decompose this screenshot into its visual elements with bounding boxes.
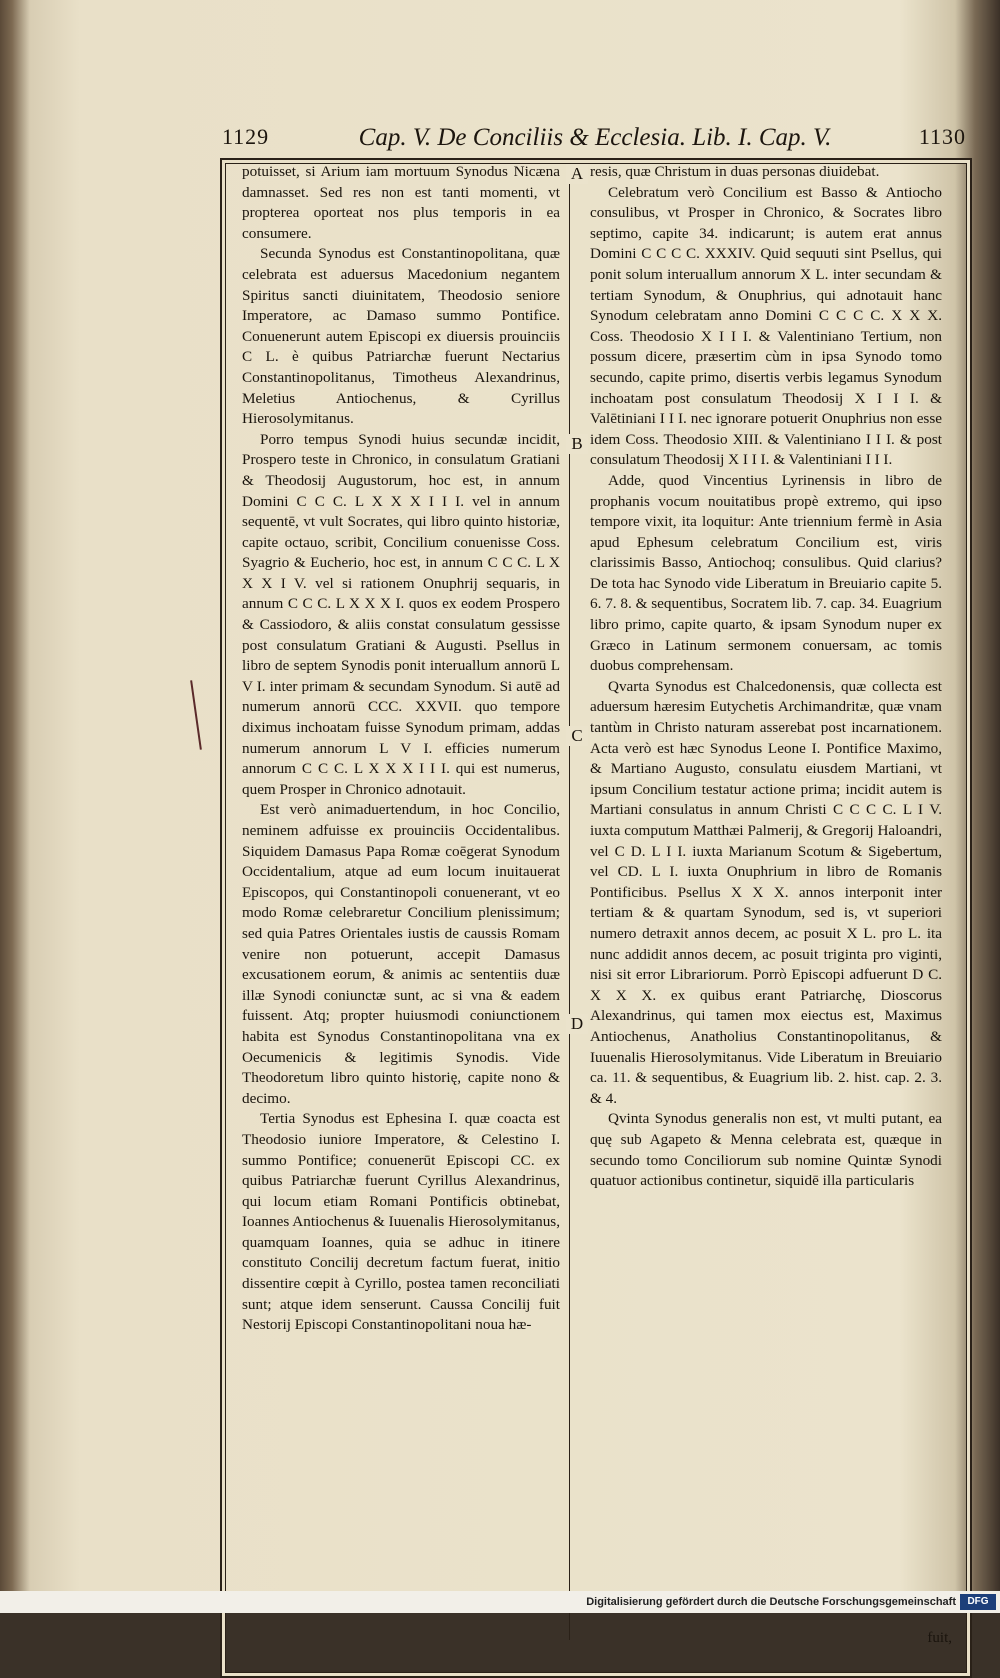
paragraph: Qvarta Synodus est Chalcedonensis, quæ collecta est aduersum hæresim Eutychetis Archimandritæ, quæ vnam tantùm in Christo naturam asserebat post incarnationem. Acta verò est hæc Synodus Leone I. Pontifice Maximo, & Martiano Augusto, consulatu eiusdem Martiani, vt ipsum Concilium testatur actione prima; incidit autem is Martiani consulatus in annum Christi C C C C. L I V. iuxta computum Matthæi Palmerij, & Gregorij Haloandri, vel C D. L I I. iuxta Marianum Scotum & Sigebertum, vel CD. L I. iuxta Onuphrium in libro de Romanis Pontificibus. Psellus X X X. annos interponit inter tertiam & & quartam Synodum, sed is, vt superiori numero detraxit annos decem, ac posuit X L. pro L. ita nunc addidit annos decem, ac posuit triginta pro viginti, nisi sit error Librariorum. Porrò Episcopi adfuerunt D C. X X X. ex quibus erant Patriarchę, Dioscorus Alexandrinus, qui tamen mox eiectus est, Maximus Antiochenus, Anatholius Constantinopolitanus, & Iuuenalis Hierosolymitanus. Vide Liberatum in Breuiario ca. 11. & sequentibus, & Euagrium lib. 2. hist. cap. 2. 3. & 4. [590, 677, 942, 1107]
margin-letter-d: D [566, 1014, 588, 1034]
footer-text: Digitalisierung gefördert durch die Deutsche Forschungsgemeinschaft [586, 1596, 956, 1608]
paragraph: Porro tempus Synodi huius secundæ incidit, Prospero teste in Chronico, in consulatum Gratiani & Theodosij Augustorum, hoc est, in annum Domini C C C. L X X X I I I. vel in annum sequentē, vt vult Socrates, qui libro quinto historiæ, capite octauo, scribit, Concilium conuenisse Coss. Syagrio & Eucherio, hoc est, in annum C C C. L X X X I V. vel si rationem Onuphrij sequaris, in annum C C C. L X X X I. quos ex eodem Prospero & Cassiodoro, & aliis constat consulatum gessisse post consulatum Gratiani & Augusti. Psellus in libro de septem Synodis ponit interuallum annorū L V I. inter primam & secundam Synodum. Si autē ad numerum annorū CCC. XXVII. quo tempore diximus inchoatam fuisse Synodum primam, addas numerum annorum L V I. efficies numerum annorum C C C. L X X X I I I. qui est numerus, quem Prosper in Chronico adnotauit. [242, 430, 560, 798]
paragraph: Est verò animaduertendum, in hoc Concilio, neminem adfuisse ex prouinciis Occidentalibus. Siquidem Damasus Papa Romæ coēgerat Synodum Occidentalium, atque ad eum locum inuitauerat Episcopos, qui Constantinopoli conuenerant, vt eo modo Romæ celebraretur Concilium plenissimum; sed quia Patres Orientales iustis de caussis Romam venire non potuerunt, accepit Damasus excusationem eorum, & animis ac sententiis duæ illæ Synodi coniunctæ sunt, ac si vna & eadem fuissent. Atq; propter huiusmodi coniunctionem habita est Synodus Constantinopolitana vna ex Oecumenicis & legitimis Synodis. Vide Theodoretum libro quinto historię, capite nono & decimo. [242, 801, 560, 1107]
paragraph: Adde, quod Vincentius Lyrinensis in libro de prophanis vocum nouitatibus propè extremo, qui ipso tempore vixit, ita loquitur: Ante triennium fermè in Asia apud Ephesum celebratum Concilium est, viris clarissimis Basso, Antiochoq; consulibus. Quid clarius? De tota hac Synodo vide Liberatum in Breuiario capite 5. 6. 7. 8. & sequentibus, Socratem lib. 7. cap. 34. Euagrium libro primo, capite quarto, & ipsam Synodum nuper ex Græco in Latinum sermonem conuersam, ac tomis duobus comprehensam. [590, 471, 942, 675]
adjacent-page-edge [978, 120, 1000, 1480]
margin-letter-a: A [566, 164, 588, 184]
dfg-logo: DFG [960, 1594, 996, 1610]
book-page [214, 118, 974, 1670]
ink-mark [190, 680, 202, 750]
paragraph: potuisset, si Arium iam mortuum Synodus Nicæna damnasset. Sed res non est tanti momenti, vt propterea oporteat nos plus temporis in ea consumere. [242, 163, 560, 242]
paragraph: Qvinta Synodus generalis non est, vt multi putant, ea quę sub Agapeto & Menna celebrata est, quæque in secundo tomo Conciliorum sub nomine Quintæ Synodi quatuor actionibus continetur, siquidē illa particularis [590, 1110, 942, 1190]
right-column [590, 162, 942, 1192]
page-number-left: 1129 [222, 124, 270, 149]
paragraph: Secunda Synodus est Constantinopolitana, quæ celebrata est aduersus Macedonium negantem Spiritus sancti diuinitatem, Theodosio seniore Imperatore, ac Damaso summo Pontifice. Conuenerunt autem Episcopi ex diuersis prouinciis C L. è quibus Patriarchæ fuerunt Nectarius Constantinopolitanus, Timotheus Alexandrinus, Meletius Antiochenus, & Cyrillus Hierosolymitanus. [242, 245, 560, 428]
column-divider [569, 164, 570, 1640]
margin-letter-b: B [566, 434, 588, 454]
digitization-footer [0, 1591, 1000, 1613]
paragraph: Celebratum verò Concilium est Basso & Antiocho consulibus, vt Prosper in Chronico, & Socrates libro septimo, capite 34. indicarunt; is autem erat annus Domini C C C C. XXXIV. Quid sequuti sint Psellus, qui ponit solum interuallum annorum X L. inter secundam & tertiam Synodum, & Onuphrius, qui adnotauit hanc Synodum celebratam anno Domini C C C C. X X X. Coss. Theodosio X I I I. & Valentiniano Tertium, non possum dicere, præsertim cùm in ipsa Synodo tomo secundo, capite primo, disertis verbis legamus Synodum inchoatam post consulatum Theodosij X I I I. & Valētiniani I I I. nec ignorare potuerit Onuphrius non esse idem Coss. Theodosio XIII. & Valentiniano I I I. & post consulatum Theodosij X I I I. & Valentiniani I I I. [590, 183, 942, 469]
page-number-right: 1130 [918, 124, 966, 149]
paragraph: Tertia Synodus est Ephesina I. quæ coacta est Theodosio iuniore Imperatore, & Celestino I. summo Pontifice; conuenerūt Episcopi CC. ex quibus Patriarchæ fuerunt Cyrillus Alexandrinus, qui locum etiam Romani Pontificis obtinebat, Ioannes Antiochenus & Iuuenalis Hierosolymitanus, quamquam Ioannes, quia se adhuc in itinere constituto Concilij decretum factum fuerat, initio dissentire cœpit à Cyrillo, postea tamen reconciliati sunt; atque idem senserunt. Caussa Concilij fuit Nestorij Episcopi Constantinopolitani noua hæ- [242, 1110, 560, 1334]
margin-letter-c: C [566, 726, 588, 746]
running-title: Cap. V. De Conciliis & Ecclesia. Lib. I. Cap. V. [358, 124, 832, 151]
page-header [222, 124, 968, 158]
catchword: fuit, [927, 1630, 952, 1646]
left-column [242, 162, 560, 1336]
paragraph: resis, quæ Christum in duas personas diuidebat. [590, 163, 880, 180]
